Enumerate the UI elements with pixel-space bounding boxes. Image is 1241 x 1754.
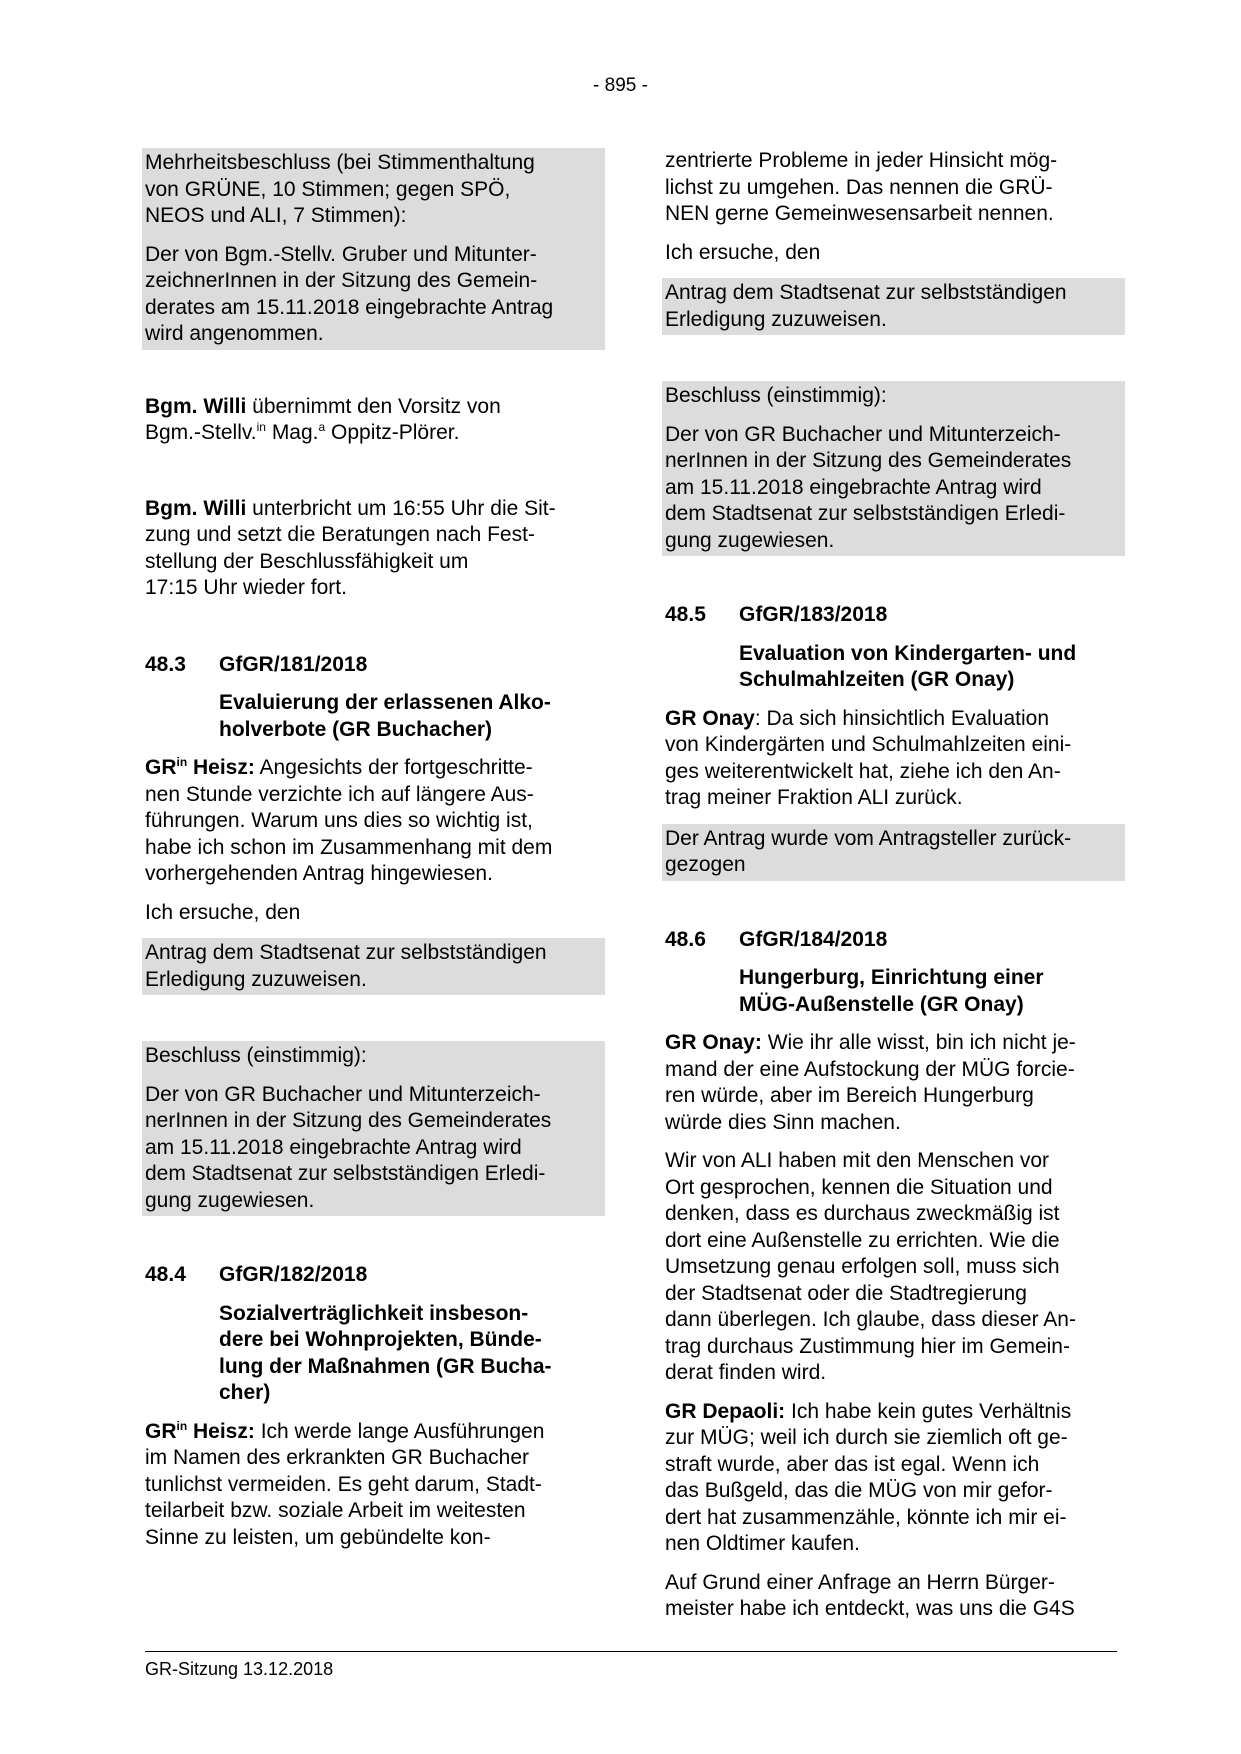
speaker-name: GR Onay [665, 706, 755, 730]
request-intro: Ich ersuche, den [145, 900, 301, 924]
section-heading-48-6 [665, 927, 1122, 954]
page-number: - 895 - [593, 75, 648, 96]
section-heading-48-3 [145, 652, 602, 679]
speaker-name: GR Depaoli: [665, 1399, 786, 1423]
speech-paragraph: $GR^{in}$ Heisz: Ich werde lange Ausführungen im Namen des erkrankten GR Buchacher tunlichst vermeiden. Es geht darum, Stadt- teilarbeit bzw. soziale Arbeit im weitesten Sinne zu leisten, um gebündelte kon- [145, 1418, 545, 1549]
section-subject: Evaluierung der erlassenen Alko- holverbote (GR Buchacher) [219, 691, 551, 741]
speech-paragraph: GR Onay: Wie ihr alle wisst, bin ich nicht je- mand der eine Aufstockung der MÜG forcie- ren würde, aber im Bereich Hungerburg würde dies Sinn machen. [665, 1031, 1076, 1134]
session-break-paragraph: Bgm. Willi unterbricht um 16:55 Uhr die Sit- zung und setzt die Beratungen nach Fest- stellung der Beschlussfähigkeit um 17:15 Uhr wieder fort. [145, 496, 556, 599]
resolution-text: Der von GR Buchacher und Mitunterzeich- nerInnen in der Sitzung des Gemeinderates am 15.11.2018 eingebrachte Antrag wird dem Stadtsenat zur selbstständigen Erledi- gung zugewiesen. [145, 1082, 552, 1212]
section-code: GfGR/183/2018 [739, 603, 888, 626]
section-subject: Hungerburg, Einrichtung einer MÜG-Außenstelle (GR Onay) [739, 966, 1044, 1016]
speech-paragraph: GR Depaoli: Ich habe kein gutes Verhältnis zur MÜG; weil ich durch sie ziemlich oft ge- straft wurde, aber das ist egal. Wenn ich das Bußgeld, das die MÜG von mir gefor- dert hat zusammenzähle, könnte ich mir ei- nen Oldtimer kaufen. [665, 1399, 1072, 1555]
resolution-text: Der von Bgm.-Stellv. Gruber und Mitunter- zeichnerInnen in der Sitzung des Gemein- derates am 15.11.2018 eingebrachte Antrag wird angenommen. [145, 242, 554, 345]
section-number: 48.3 [145, 652, 186, 676]
motion-box: Antrag dem Stadtsenat zur selbstständigen Erledigung zuzuweisen. [142, 938, 605, 995]
section-number: 48.5 [665, 603, 706, 626]
resolution-title: Beschluss (einstimmig): [145, 1044, 367, 1067]
left-column [145, 148, 602, 1563]
speech-paragraph: $GR^{in}$ Heisz: Angesichts der fortgeschritte- nen Stunde verzichte ich auf längere Aus- führungen. Warum uns dies so wichtig ist, habe ich schon im Zusammenhang mit dem vorhergehenden Antrag hingewiesen. [145, 755, 553, 885]
speech-paragraph: GR Onay: Da sich hinsichtlich Evaluation von Kindergärten und Schulmahlzeiten eini- ges weiterentwickelt hat, ziehe ich den An- trag meiner Fraktion ALI zurück. [665, 706, 1072, 809]
section-code: GfGR/182/2018 [219, 1263, 368, 1286]
resolution-box [142, 1041, 605, 1216]
speech-paragraph: Wir von ALI haben mit den Menschen vor Ort gesprochen, kennen die Situation und denken, dass es durchaus zweckmäßig ist dort eine Außenstelle zu errichten. Wie die Umsetzung genau erfolgen soll, muss sich der Stadtsenat oder die Stadtregierung dann überlegen. Ich glaube, dass dieser An- trag durchaus Zustimmung hier im Gemein- derat finden wird. [665, 1149, 1076, 1384]
resolution-title: Mehrheitsbeschluss (bei Stimmenthaltung von GRÜNE, 10 Stimmen; gegen SPÖ, NEOS und ALI, 7 Stimmen): [145, 151, 535, 227]
section-heading-48-4 [145, 1262, 602, 1289]
resolution-title: Beschluss (einstimmig): [665, 384, 887, 407]
speaker-name: GR Onay: [665, 1031, 762, 1054]
resolution-box [142, 148, 605, 350]
chair-change-paragraph: Bgm. Willi übernimmt den Vorsitz von Bgm.-Stellv.$^{in}$ Mag.$^a$ Oppitz-Plörer. [145, 394, 501, 444]
speaker-name: Bgm. Willi [145, 394, 247, 418]
section-code: GfGR/184/2018 [739, 927, 888, 951]
continued-paragraph: zentrierte Probleme in jeder Hinsicht mög- lichst zu umgehen. Das nennen die GRÜ- NEN gerne Gemeinwesensarbeit nennen. [665, 149, 1058, 225]
resolution-box [662, 381, 1125, 556]
speech-paragraph: Auf Grund einer Anfrage an Herrn Bürger- meister habe ich entdeckt, was uns die G4S [665, 1570, 1075, 1620]
section-subject: Sozialverträglichkeit insbeson- dere bei Wohnprojekten, Bünde- lung der Maßnahmen (GR Bucha- cher) [219, 1301, 552, 1404]
footer-text: GR-Sitzung 13.12.2018 [145, 1659, 334, 1679]
footer-rule [145, 1651, 1117, 1652]
section-number: 48.6 [665, 927, 706, 951]
resolution-text: Der von GR Buchacher und Mitunterzeich- nerInnen in der Sitzung des Gemeinderates am 15.11.2018 eingebrachte Antrag wird dem Stadtsenat zur selbstständigen Erledi- gung zugewiesen. [665, 422, 1072, 552]
section-subject: Evaluation von Kindergarten- und Schulmahlzeiten (GR Onay) [739, 641, 1077, 691]
request-intro: Ich ersuche, den [665, 240, 821, 264]
speaker-name: $GR^{in}$ Heisz: [145, 1418, 255, 1443]
right-column [665, 148, 1122, 1635]
section-number: 48.4 [145, 1263, 186, 1286]
withdrawal-box: Der Antrag wurde vom Antragsteller zurück- gezogen [662, 824, 1125, 881]
section-heading-48-5 [665, 602, 1122, 629]
motion-box: Antrag dem Stadtsenat zur selbstständigen Erledigung zuzuweisen. [662, 278, 1125, 335]
speaker-name: $GR^{in}$ Heisz: [145, 755, 255, 779]
speaker-name: Bgm. Willi [145, 496, 247, 520]
section-code: GfGR/181/2018 [219, 652, 368, 676]
